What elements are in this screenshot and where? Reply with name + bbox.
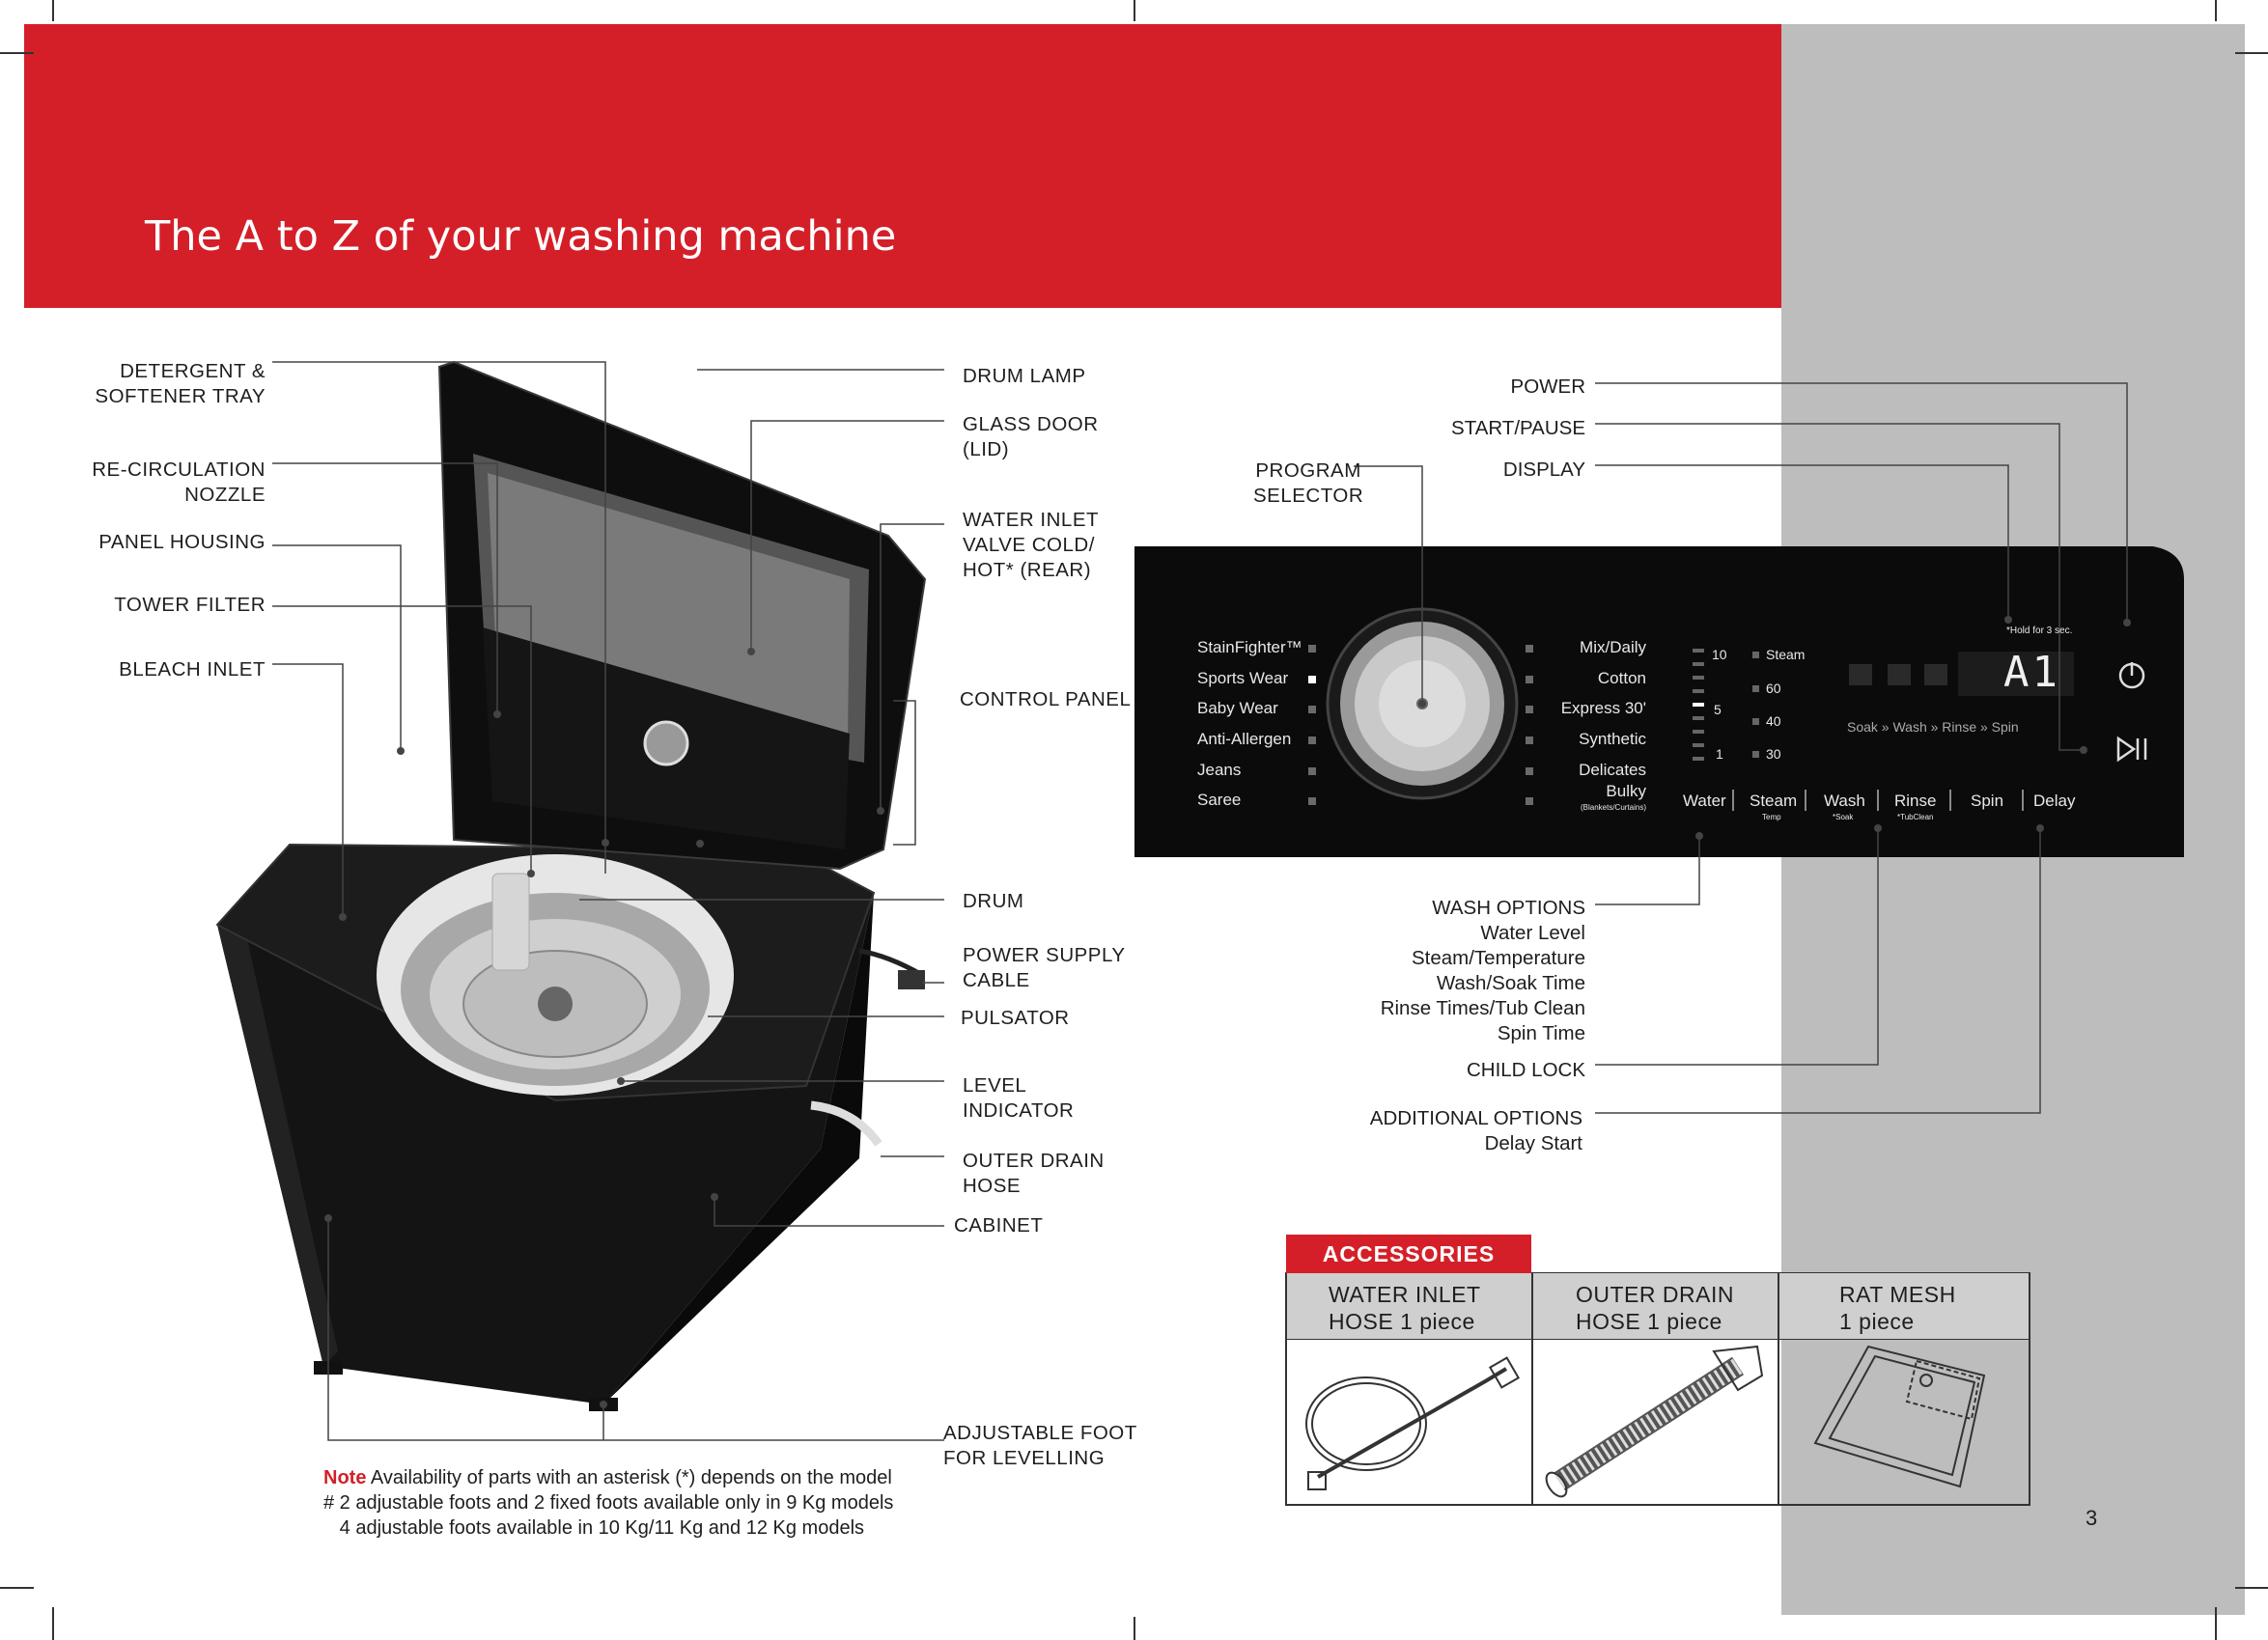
program-express-30: Express 30' bbox=[1560, 699, 1646, 717]
label-level-indicator: LEVEL INDICATOR bbox=[963, 1074, 1075, 1122]
program-anti-allergen: Anti-Allergen bbox=[1197, 730, 1292, 748]
rat-mesh-drawing bbox=[1815, 1347, 1984, 1487]
note-line-3: 4 adjustable foots available in 10 Kg/11 Kg and 12 Kg models bbox=[323, 1517, 865, 1539]
label-display: DISPLAY bbox=[1502, 459, 1585, 481]
label-adjustable-foot: ADJUSTABLE FOOT FOR LEVELLING bbox=[943, 1422, 1137, 1469]
bulky-note: (Blankets/Curtains) bbox=[1580, 803, 1646, 812]
program-cotton: Cotton bbox=[1597, 669, 1646, 687]
level-1: 1 bbox=[1716, 746, 1723, 762]
label-wash-options: WASH OPTIONS bbox=[1432, 897, 1585, 919]
temp-40: 40 bbox=[1766, 713, 1781, 729]
water-inlet-hose-drawing bbox=[1306, 1358, 1519, 1489]
control-panel-illustration bbox=[1134, 546, 2184, 857]
button-spin[interactable]: Spin bbox=[1971, 792, 2004, 810]
note-line-2: # 2 adjustable foots and 2 fixed foots available only in 9 Kg models bbox=[323, 1492, 894, 1514]
accessory-rat-mesh: RAT MESH 1 piece bbox=[1779, 1273, 2029, 1339]
program-jeans: Jeans bbox=[1197, 761, 1242, 779]
power-icon[interactable] bbox=[2118, 662, 2145, 689]
program-bulky: Bulky bbox=[1606, 782, 1646, 800]
label-drum-lamp: DRUM LAMP bbox=[963, 365, 1086, 387]
display-readout: A1 bbox=[2003, 648, 2060, 697]
program-saree: Saree bbox=[1197, 791, 1242, 809]
hold-note: *Hold for 3 sec. bbox=[2006, 625, 2073, 636]
temp-60: 60 bbox=[1766, 681, 1781, 696]
availability-note bbox=[323, 1465, 893, 1541]
program-synthetic: Synthetic bbox=[1579, 730, 1646, 748]
label-power: POWER bbox=[1510, 375, 1585, 398]
button-steam-sub: Temp bbox=[1762, 813, 1781, 821]
label-program-selector: PROGRAM SELECTOR bbox=[1253, 459, 1364, 507]
level-10: 10 bbox=[1712, 647, 1727, 662]
wash-options-list: Water Level Steam/Temperature Wash/Soak Time Rinse Times/Tub Clean Spin Time bbox=[1380, 922, 1585, 1044]
label-pulsator: PULSATOR bbox=[961, 1007, 1070, 1029]
start-pause-icon[interactable] bbox=[2114, 736, 2149, 763]
label-start-pause: START/PAUSE bbox=[1451, 417, 1585, 439]
additional-options-list: Delay Start bbox=[1484, 1132, 1582, 1154]
cycle-steps: Soak » Wash » Rinse » Spin bbox=[1847, 719, 2019, 735]
program-stainfighter: StainFighter™ bbox=[1197, 638, 1302, 656]
program-baby-wear: Baby Wear bbox=[1197, 699, 1278, 717]
button-water[interactable]: Water bbox=[1683, 792, 1726, 810]
label-drum: DRUM bbox=[963, 890, 1024, 912]
button-steam[interactable]: Steam bbox=[1750, 792, 1798, 810]
label-outer-drain-hose: OUTER DRAIN HOSE bbox=[963, 1150, 1105, 1197]
note-key: Note bbox=[323, 1467, 367, 1488]
label-child-lock: CHILD LOCK bbox=[1466, 1059, 1585, 1081]
label-additional-options: ADDITIONAL OPTIONS bbox=[1369, 1107, 1582, 1129]
label-detergent-tray: DETERGENT & SOFTENER TRAY bbox=[95, 360, 266, 407]
accessories-title: ACCESSORIES bbox=[1286, 1235, 1531, 1273]
label-glass-door: GLASS DOOR (LID) bbox=[963, 413, 1099, 460]
page-title: The A to Z of your washing machine bbox=[145, 212, 897, 261]
button-wash[interactable]: Wash bbox=[1824, 792, 1865, 810]
button-wash-sub: *Soak bbox=[1833, 813, 1854, 821]
label-power-supply-cable: POWER SUPPLY CABLE bbox=[963, 944, 1126, 991]
program-mix-daily: Mix/Daily bbox=[1580, 638, 1646, 656]
accessory-outer-drain-hose: OUTER DRAIN HOSE 1 piece bbox=[1533, 1273, 1778, 1339]
button-rinse[interactable]: Rinse bbox=[1894, 792, 1937, 810]
label-cabinet: CABINET bbox=[954, 1214, 1044, 1237]
label-recirculation-nozzle: RE-CIRCULATION NOZZLE bbox=[92, 459, 266, 506]
washing-machine-illustration bbox=[217, 362, 925, 1411]
page-number: 3 bbox=[2086, 1506, 2098, 1530]
temp-30: 30 bbox=[1766, 746, 1781, 762]
accessory-water-inlet-hose: WATER INLET HOSE 1 piece bbox=[1287, 1273, 1531, 1339]
temp-steam: Steam bbox=[1766, 647, 1806, 662]
program-delicates: Delicates bbox=[1579, 761, 1646, 779]
button-rinse-sub: *TubClean bbox=[1897, 813, 1934, 821]
button-delay[interactable]: Delay bbox=[2033, 792, 2076, 810]
outer-drain-hose-drawing bbox=[1542, 1347, 1762, 1500]
label-control-panel: CONTROL PANEL bbox=[960, 688, 1132, 710]
label-panel-housing: PANEL HOUSING bbox=[98, 531, 266, 553]
note-line-1: Availability of parts with an asterisk (*) depends on the model bbox=[366, 1467, 892, 1488]
label-bleach-inlet: BLEACH INLET bbox=[119, 658, 266, 681]
program-sports-wear: Sports Wear bbox=[1197, 669, 1289, 687]
label-water-inlet-valve: WATER INLET VALVE COLD/ HOT* (REAR) bbox=[963, 509, 1100, 581]
label-tower-filter: TOWER FILTER bbox=[114, 594, 266, 616]
level-5: 5 bbox=[1714, 702, 1722, 717]
